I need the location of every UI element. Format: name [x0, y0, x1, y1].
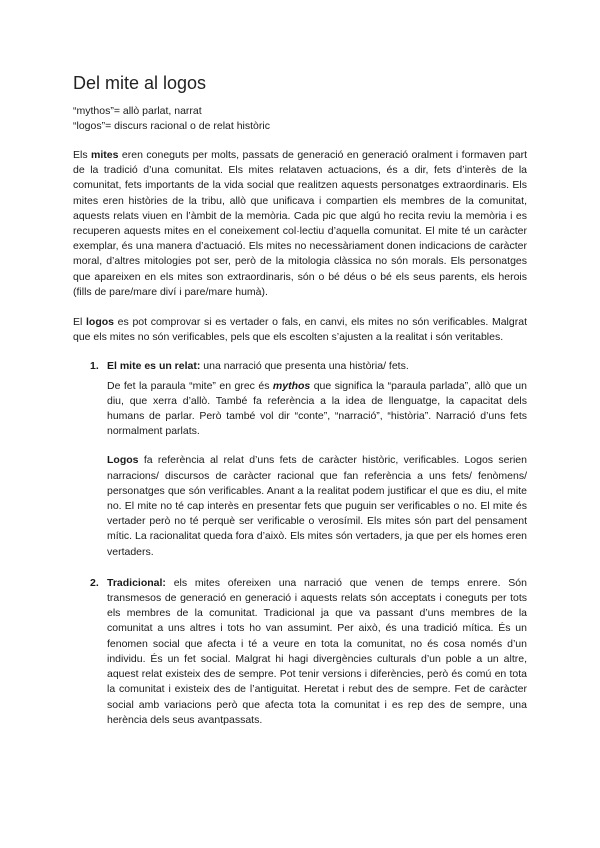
list-item-body — [107, 379, 527, 440]
definition-mythos: “mythos”= allò parlat, narrat — [73, 105, 202, 117]
list-item-body-logos — [107, 453, 527, 559]
list-item-heading-text: una narració que presenta una història/ fets. — [200, 360, 409, 373]
list-number: 1. — [90, 360, 99, 373]
list-number: 2. — [90, 576, 99, 589]
term-logos-list: Logos — [107, 454, 139, 467]
paragraph-logos — [73, 315, 527, 345]
paragraph-mites-pre: Els — [73, 149, 92, 161]
list-item-body-pre: De fet la paraula “mite” en grec és — [107, 379, 273, 392]
list-item — [73, 359, 527, 559]
paragraph-mites-text: eren coneguts per molts, passats de generació en generació oralment i formaven part de la tradició d’una comunitat. Els mites relataven actuacions, és a dir, fets d’interès de la comunitat, fets importants de la vida social que realitzen aquests personatges extraordinaris. Els mites eren històries de la tribu, allò que unificava i compartien els membres de la comunitat, aquests relats viuen en l’àmbit de la memòria. Cada pic que algú ho recita reviu la memòria i es recuperen aquests mites en el coneixement col·lectiu d’aquella comunitat. El mite té un caràcter exemplar, és una manera d’actuació. Els mites no necessàriament donen indicacions de caràcter moral, d’altres mitologies pot ser, però de la mitologia clàssica no són morals. Els personatges que apareixen en els mites son extraordinaris, són o bé déus o bé els seus parents, els herois (fills de pare/mare diví i pare/mare humà). — [73, 149, 527, 298]
numbered-list — [73, 359, 527, 727]
list-item-heading-text: els mites ofereixen una narració que venen de temps enrere. Són transmesos de generació en generació i aquests relats són acceptats i coneguts per tots els membres de la comunitat. Tradicional ja que va passant d’uns membres de la comunitat a uns altres i tots ho van assumint. Per això, és una tradició mítica. És un fenomen social que afecta i té a veure en tota la comunitat, no és cosa només d’un individu. És un fet social. Malgrat hi hagi divergències culturals d’un poble a un altre, aquest relat existeix des de sempre. Pot tenir versions i diferències, però és comú en tota la comunitat i existeix des de l’antiguitat. Heretat i rebut des de sempre. Fet de caràcter social amb variacions però que afecta tota la comunitat i es rep des de sempre, una herència dels seus avantpassats. — [107, 576, 527, 726]
list-item-body-text: que significa la “paraula parlada”, allò que un diu, que xerra d’allò. També fa referència a la idea de llenguatge, la capacitat dels humans de parlar. Però també vol dir “conte”, “narració”, “història”. Narració d’uns fets normalment parlats. — [107, 379, 527, 438]
list-item-heading — [107, 576, 527, 728]
list-item-heading — [107, 359, 527, 374]
definition-logos: “logos”= discurs racional o de relat històric — [73, 120, 270, 132]
paragraph-logos-text: es pot comprovar si es vertader o fals, en canvi, els mites no són verificables. Malgrat que els mites no són verificables, pels que els escolten s’ajusten a la realitat i són veritables. — [73, 316, 527, 344]
paragraph-mites — [73, 148, 527, 300]
list-item — [73, 576, 527, 728]
term-mites: mites — [91, 149, 119, 161]
term-mythos: mythos — [272, 379, 311, 392]
page-title: Del mite al logos — [73, 73, 207, 93]
list-item-heading-bold: El mite es un relat: — [107, 360, 201, 373]
list-item-body-logos-text: fa referència al relat d’uns fets de caràcter històric, verificables. Logos serien narracions/ discursos de caràcter racional que fan referència a uns fets/ fenòmens/ personatges que són verificables. Anant a la realitat podem justificar el que es diu, el mite no. El mite no té cap interès en presentar fets que puguin ser verificables o no. El mite és vertader però no té perquè ser verificable o verosímil. Els mites són part del pensament mític. La racionalitat queda fora d’això. Els mites són vertaders, ja que per els homes eren vertaders. — [107, 454, 527, 558]
paragraph-logos-pre: El — [73, 316, 87, 329]
term-logos: logos — [86, 316, 115, 329]
list-item-heading-bold: Tradicional: — [107, 576, 166, 589]
